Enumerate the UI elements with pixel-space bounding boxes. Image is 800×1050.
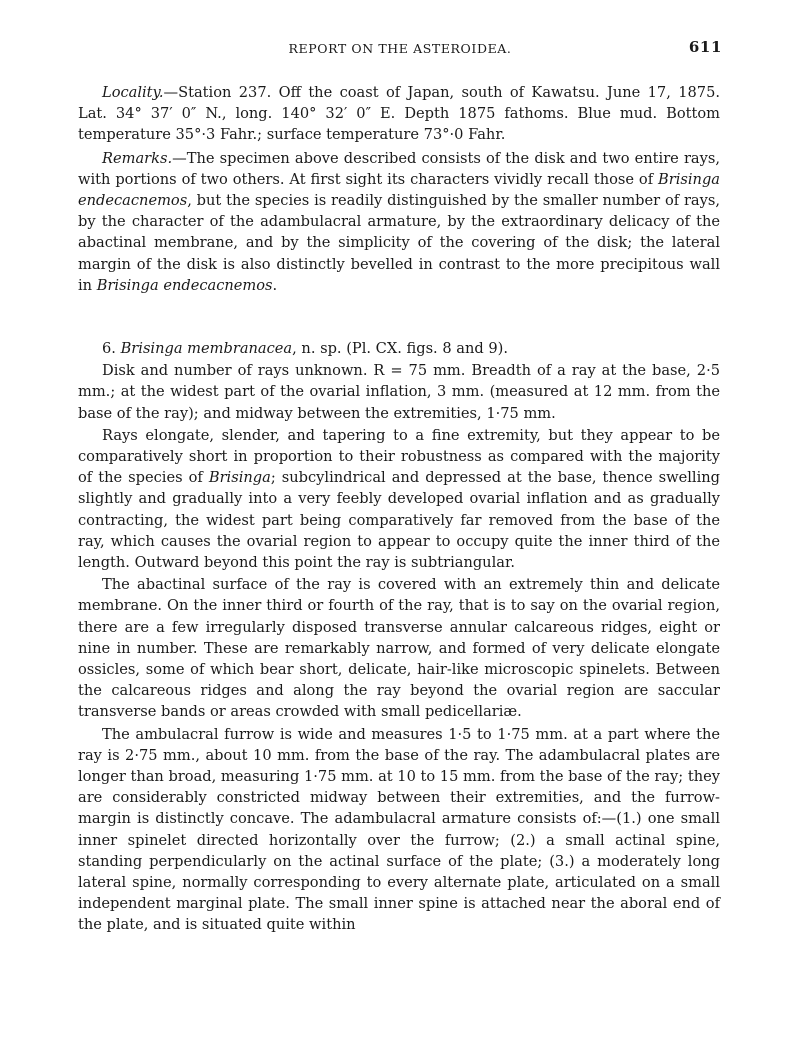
species-number: 6. [102,340,121,357]
rays-paragraph [78,425,720,573]
rays-text-1: Rays elongate, slender, and tapering to a fine extremity, but they appear to be comparatively short in proportion to their robustness as compared with the majority of the species of [78,426,720,487]
species-heading [78,338,720,359]
genus-name: Brisinga endecacnemos [96,276,273,294]
species-section [78,338,720,936]
locality-text: —Station 237. Off the coast of Japan, south of Kawatsu. June 17, 1875. Lat. 34° 37′ 0″ N., long. 140° 32′ 0″ E. Depth 1875 fathoms. Blue mud. Bottom temperature 35°·3 Fahr.; surface temperature 73°·0 Fahr. [78,84,720,144]
remarks-text-3: . [272,276,278,294]
genus-name: Brisinga endecacnemos [78,170,720,210]
genus-name: Brisinga [208,469,271,487]
locality-label: Locality. [102,84,164,101]
locality-paragraph [78,82,720,146]
species-name: Brisinga membranacea [120,340,293,357]
dimensions-paragraph: Disk and number of rays unknown. R = 75 mm. Breadth of a ray at the base, 2·5 mm.; at the widest part of the ovarial inflation, 3 mm. (measured at 12 mm. from the base of the ray); and midway between the extremities, 1·75 mm. [78,362,720,422]
remarks-text-1: —The specimen above described consists of the disk and two entire rays, with portions of two others. At first sight its characters vividly recall those of [78,149,720,188]
remarks-label: Remarks. [102,149,173,167]
page-number: 611 [688,38,722,56]
remarks-text-2: , but the species is readily distinguished by the smaller number of rays, by the character of the adambulacral armature, by the extraordinary delicacy of the abactinal membrane, and by the simplicity of the covering of the disk; the lateral margin of the disk is also distinctly bevelled in contrast to the more precipitous wall in [78,192,720,294]
abactinal-paragraph: The abactinal surface of the ray is covered with an extremely thin and delicate membrane. On the inner third or fourth of the ray, that is to say on the ovarial region, there are a few irregularly disposed transverse annular calcareous ridges, eight or nine in number. These are remarkably narrow, and formed of very delicate elongate ossicles, some of which bear short, delicate, hair-like microscopic spinelets. Between the calcareous ridges and along the ray beyond the ovarial region are saccular transverse bands or areas crowded with small pedicellariæ. [78,576,720,721]
rays-text-2: ; subcylindrical and depressed at the base, thence swelling slightly and gradually into a very feebly developed ovarial inflation and as gradually contracting, the widest part being comparatively far removed from the base of the ray, which causes the ovarial region to appear to occupy quite the inner third of the length. Outward beyond this point the ray is subtriangular. [78,469,721,572]
previous-species-section [78,82,720,296]
header-title: REPORT ON THE ASTEROIDEA. [288,41,512,56]
species-heading-rest: , n. sp. (Pl. CX. figs. 8 and 9). [292,340,508,357]
ambulacral-paragraph: The ambulacral furrow is wide and measures 1·5 to 1·75 mm. at a part where the ray is 2·75 mm., about 10 mm. from the base of the ray. The adambulacral plates are longer than broad, measuring 1·75 mm. at 10 to 15 mm. from the base of the ray; they are considerably constricted midway between their extremities, and the furrow-margin is distinctly concave. The adambulacral armature consists of:—(1.) one small inner spinelet directed horizontally over the furrow; (2.) a small actinal spine, standing perpendicularly on the actinal surface of the plate; (3.) a moderately long lateral spine, normally corresponding to every alternate plate, articulated on a small independent marginal plate. The small inner spine is attached near the aboral end of the plate, and is situated quite within [78,725,720,934]
remarks-paragraph [78,148,720,296]
